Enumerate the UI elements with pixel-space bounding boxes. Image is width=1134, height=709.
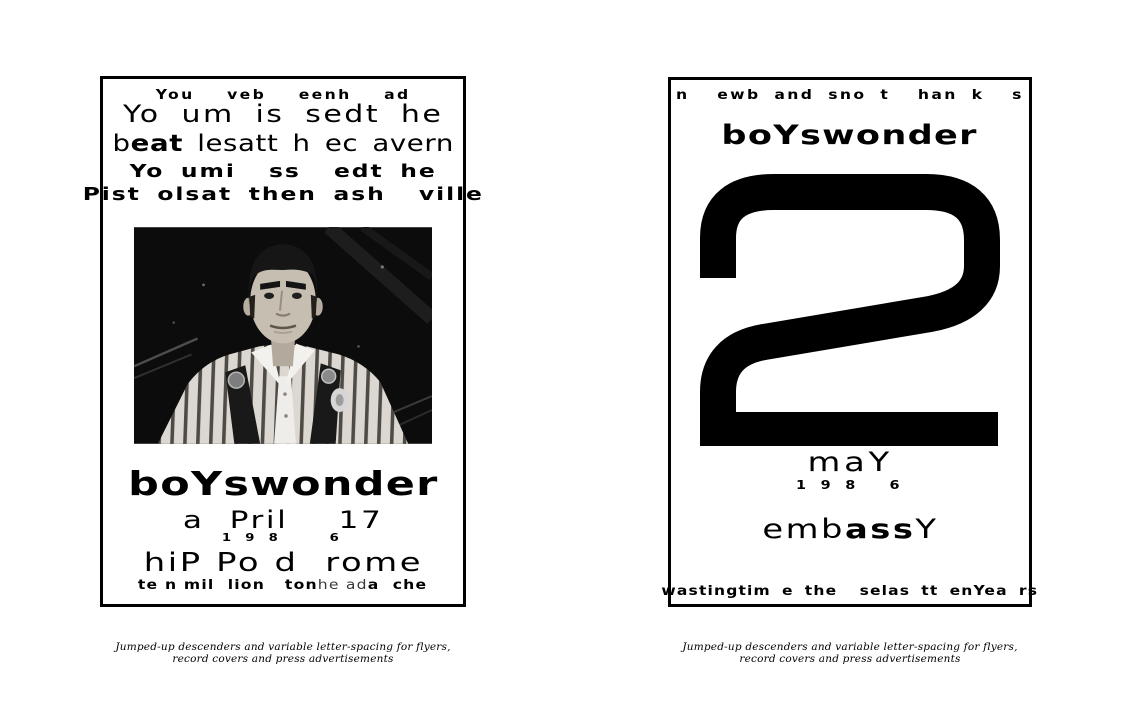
left-headline-line3: beat lesatt h ec avern [112, 131, 454, 157]
left-headline-line5: Pist olsat then ash ville [82, 184, 484, 205]
right-tagline-top: n ewb and sno t han k s [676, 88, 1024, 103]
left-tagline-small: You veb eenh ad [155, 88, 411, 103]
right-event-year: 1 9 8 6 [795, 478, 905, 492]
right-event-month: maY [807, 447, 893, 478]
left-headline-line2: Yo um is sedt he [122, 100, 444, 128]
left-event-date: a Pril 17 [182, 506, 384, 534]
right-tagline-bottom: wastingtim e the selas tt enYea rs [661, 583, 1039, 599]
flyer-right [661, 77, 1039, 607]
left-venue: hiP Po d rome [143, 548, 423, 578]
right-eye [292, 293, 302, 299]
right-band-name: boYswonder [721, 120, 979, 151]
right-venue: embassY [761, 514, 939, 545]
badge-right [322, 369, 336, 383]
flyer-left [82, 76, 484, 607]
caption-left: Jumped-up descenders and variable letter-spacing for flyers, record covers and press advertisements [115, 641, 451, 665]
left-band-name: boYswonder [127, 464, 439, 503]
left-headline-line4: Yo umi ss edt he [129, 161, 437, 182]
badge-left [228, 372, 244, 388]
portrait-photo [103, 227, 463, 444]
caption-right: Jumped-up descenders and variable letter-spacing for flyers, record covers and press advertisements [682, 641, 1018, 665]
left-event-year: 1 9 8 6 [222, 531, 344, 544]
left-venue-subline: te n mil lion tonhe ada che [138, 578, 428, 593]
big-numeral-2 [671, 174, 1029, 446]
left-eye [264, 293, 274, 299]
